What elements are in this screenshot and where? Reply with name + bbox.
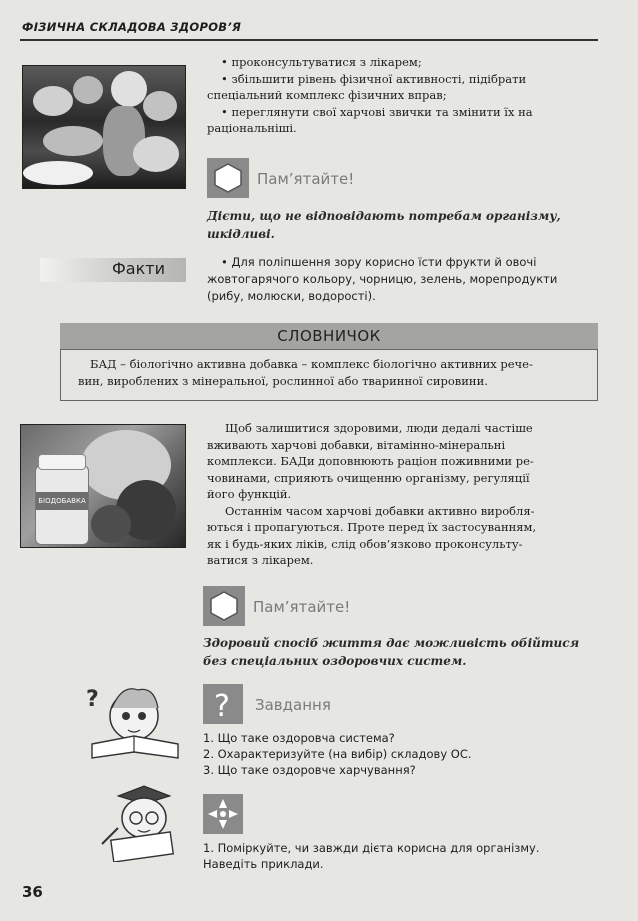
tasks-list (203, 730, 598, 778)
running-header: ФІЗИЧНА СКЛАДОВА ЗДОРОВ’Я (22, 20, 242, 34)
think-icon-box (203, 794, 243, 834)
remember-label: Пам’ятайте! (257, 170, 355, 188)
glossary-title: СЛОВНИЧОК (277, 327, 381, 345)
facts-label: Факти (112, 259, 165, 278)
svg-text:?: ? (86, 687, 99, 712)
header-rule (20, 39, 598, 41)
p1-line4: човинами, сприяють очищенню організму, регуляції (207, 470, 530, 485)
p2-line1: Останнім часом харчові добавки активно виробля- (225, 503, 535, 518)
boy-reading-illustration (82, 678, 190, 762)
tasks-label: Завдання (255, 696, 331, 714)
think-line2: Наведіть приклади. (203, 857, 324, 871)
remember-icon-box (207, 158, 249, 198)
facts-line1: • Для поліпшення зору корисно їсти фрукти й овочі (221, 255, 537, 269)
task-icon-box (203, 684, 243, 724)
glossary-definition (78, 356, 586, 390)
p1-line3: комплекси. БАДи доповнюють раціон поживними ре- (207, 454, 534, 468)
bullet-activity: • збільшити рівень фізичної активності, підібрати (221, 71, 527, 86)
remember2-note-line2: без спеціальних оздоровчих систем. (203, 654, 467, 668)
facts-text (207, 254, 602, 304)
p2-line3: як і будь-яких ліків, слід обов’язково проконсульту- (207, 536, 523, 551)
task-item-2: 2. Охарактеризуйте (на вибір) складову ОС. (203, 747, 472, 761)
p1-line5: його функцій. (207, 487, 292, 501)
bullet-habits-cont: раціональніші. (207, 121, 297, 136)
advice-bullets (207, 54, 599, 137)
photo-people-resting (22, 65, 186, 189)
photo-supplements (20, 424, 186, 548)
think-task (203, 840, 601, 872)
hexagon-icon (207, 158, 249, 198)
facts-line2: жовтогарячого кольору, чорницю, зелень, морепродукти (207, 271, 558, 286)
bullet-consult: • проконсультуватися з лікарем; (221, 55, 422, 69)
supplements-paragraphs (207, 420, 597, 569)
p1-line2: вживають харчові добавки, вітамінно-мінеральні (207, 437, 506, 452)
p2-line2: ються і пропагуються. Проте перед їх застосуванням, (207, 520, 537, 534)
task-item-3: 3. Що таке оздоровче харчування? (203, 763, 416, 777)
remember-note-line1: Дієти, що не відповідають потребам організму, (207, 209, 561, 223)
compass-arrows-icon (203, 794, 243, 834)
bottle-label: БІОДОБАВКА (36, 492, 88, 510)
p2-line4: ватися з лікарем. (207, 553, 314, 567)
glossary-line2: вин, вироблених з мінеральної, рослинної або тваринної сировини. (78, 374, 488, 388)
supplement-bottle (35, 465, 89, 545)
bullet-habits: • переглянути свої харчові звички та змінити їх на (221, 104, 533, 119)
remember-note-line2: шкідливі. (207, 227, 275, 241)
svg-text:?: ? (214, 689, 230, 724)
task-item-1: 1. Що таке оздоровча система? (203, 731, 395, 745)
hexagon-icon (203, 586, 245, 626)
glossary-line1: БАД – біологічно активна добавка – комплекс біологічно активних рече- (90, 357, 533, 371)
remember2-icon-box (203, 586, 245, 626)
remember2-note-line1: Здоровий спосіб життя дає можливість обійтися (203, 636, 580, 650)
page-number: 36 (22, 883, 43, 901)
question-mark-icon (203, 684, 243, 724)
facts-line3: (рибу, молюски, водорості). (207, 288, 376, 303)
student-illustration (96, 782, 190, 862)
remember2-label: Пам’ятайте! (253, 598, 351, 616)
p1-line1: Щоб залишитися здоровими, люди дедалі частіше (225, 421, 533, 435)
bullet-activity-cont: спеціальний комплекс фізичних вправ; (207, 88, 447, 103)
think-line1: 1. Поміркуйте, чи завжди дієта корисна для організму. (203, 841, 540, 855)
